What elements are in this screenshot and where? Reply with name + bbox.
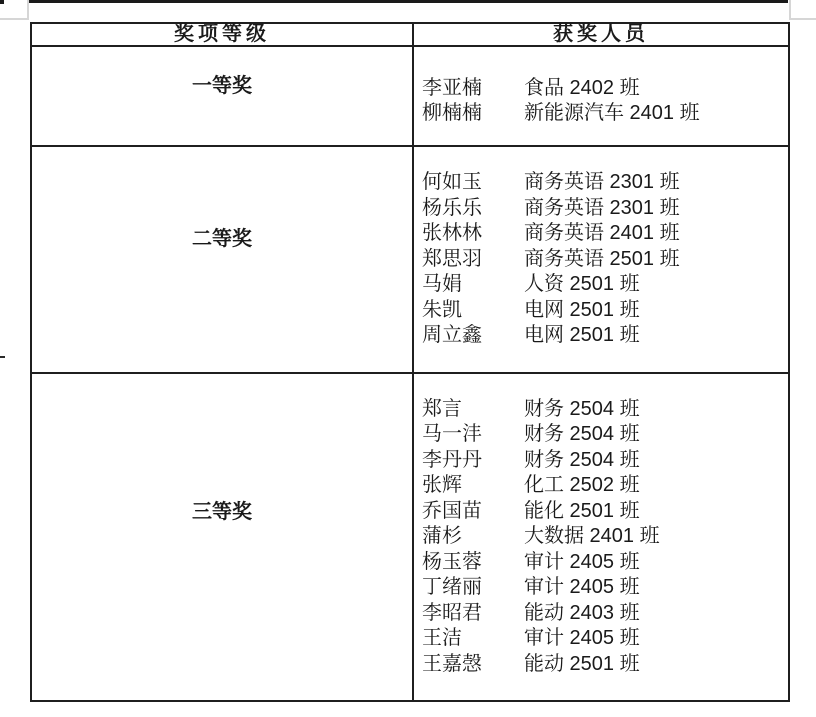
winner-line	[422, 397, 788, 423]
winner-name: 丁绪丽	[422, 576, 482, 599]
winner-class: 能化 2501 班	[524, 499, 640, 522]
winner-line	[422, 101, 788, 127]
level-cell	[31, 46, 413, 146]
award-level-label: 三等奖	[192, 500, 252, 523]
winner-line	[422, 247, 788, 273]
winner-line	[422, 221, 788, 247]
winner-name: 张辉	[422, 474, 462, 497]
winner-name: 张林林	[422, 222, 482, 245]
winner-class: 能动 2501 班	[524, 652, 640, 675]
winners-list	[414, 170, 788, 349]
header-award-level: 奖项等级	[31, 23, 413, 46]
faint-gridline-horizontal-right	[789, 18, 816, 20]
winner-class: 食品 2402 班	[524, 76, 640, 99]
winner-name: 郑言	[422, 397, 462, 420]
winner-class: 大数据 2401 班	[524, 525, 660, 548]
winner-name: 马娟	[422, 273, 462, 296]
winner-line	[422, 524, 788, 550]
winner-class: 审计 2405 班	[524, 550, 640, 573]
winner-class: 电网 2501 班	[524, 298, 640, 321]
winner-name: 杨乐乐	[422, 196, 482, 219]
winner-line	[422, 575, 788, 601]
header-row	[31, 23, 789, 46]
winner-class: 商务英语 2301 班	[524, 171, 680, 194]
winner-line	[422, 448, 788, 474]
left-margin-tick	[0, 356, 5, 358]
winners-cell	[413, 373, 789, 701]
award-level-label: 一等奖	[192, 75, 252, 97]
winner-line	[422, 323, 788, 349]
winner-name: 周立鑫	[422, 324, 482, 347]
winner-line	[422, 422, 788, 448]
top-border-remnant	[29, 0, 788, 3]
winner-name: 郑思羽	[422, 247, 482, 270]
winner-line	[422, 652, 788, 678]
winners-cell	[413, 46, 789, 146]
winner-name: 朱凯	[422, 298, 462, 321]
winner-line	[422, 272, 788, 298]
table-row-second-prize	[31, 146, 789, 373]
winner-line	[422, 626, 788, 652]
winner-name: 李亚楠	[422, 76, 482, 99]
winner-class: 财务 2504 班	[524, 397, 640, 420]
winners-cell	[413, 146, 789, 373]
winner-class: 化工 2502 班	[524, 474, 640, 497]
winner-class: 能动 2403 班	[524, 601, 640, 624]
winner-class: 商务英语 2501 班	[524, 247, 680, 270]
table-row-first-prize	[31, 46, 789, 146]
winner-line	[422, 76, 788, 102]
winner-class: 财务 2504 班	[524, 423, 640, 446]
winners-list	[414, 66, 788, 127]
winner-name: 马一沣	[422, 423, 482, 446]
winner-class: 新能源汽车 2401 班	[524, 102, 700, 124]
winner-name: 何如玉	[422, 171, 482, 194]
header-award-winners: 获奖人员	[413, 23, 789, 46]
winner-class: 商务英语 2301 班	[524, 196, 680, 219]
faint-gridline-horizontal-left	[0, 18, 29, 20]
winner-line	[422, 170, 788, 196]
award-level-label: 二等奖	[192, 228, 252, 250]
winner-line	[422, 601, 788, 627]
winner-class: 审计 2405 班	[524, 627, 640, 650]
winner-class: 商务英语 2401 班	[524, 222, 680, 245]
winner-line	[422, 499, 788, 525]
winner-line	[422, 473, 788, 499]
level-cell	[31, 373, 413, 701]
award-table	[30, 22, 790, 702]
winner-name: 王洁	[422, 627, 462, 650]
winner-name: 乔国苗	[422, 499, 482, 522]
table-row-third-prize	[31, 373, 789, 701]
winner-name: 蒲杉	[422, 525, 462, 548]
faint-gridline-vertical-right	[789, 0, 791, 19]
winner-class: 电网 2501 班	[524, 324, 640, 347]
winner-class: 人资 2501 班	[524, 273, 640, 296]
level-cell	[31, 146, 413, 373]
winner-name: 李丹丹	[422, 448, 482, 471]
corner-mark	[0, 0, 4, 4]
winner-line	[422, 196, 788, 222]
winner-class: 审计 2405 班	[524, 576, 640, 599]
winner-name: 李昭君	[422, 601, 482, 624]
winner-name: 王嘉愨	[422, 652, 482, 675]
winner-line	[422, 550, 788, 576]
winners-list	[414, 397, 788, 678]
winner-name: 柳楠楠	[422, 102, 482, 124]
winner-class: 财务 2504 班	[524, 448, 640, 471]
faint-gridline-vertical-left	[27, 0, 29, 19]
winner-line	[422, 298, 788, 324]
winner-name: 杨玉蓉	[422, 550, 482, 573]
